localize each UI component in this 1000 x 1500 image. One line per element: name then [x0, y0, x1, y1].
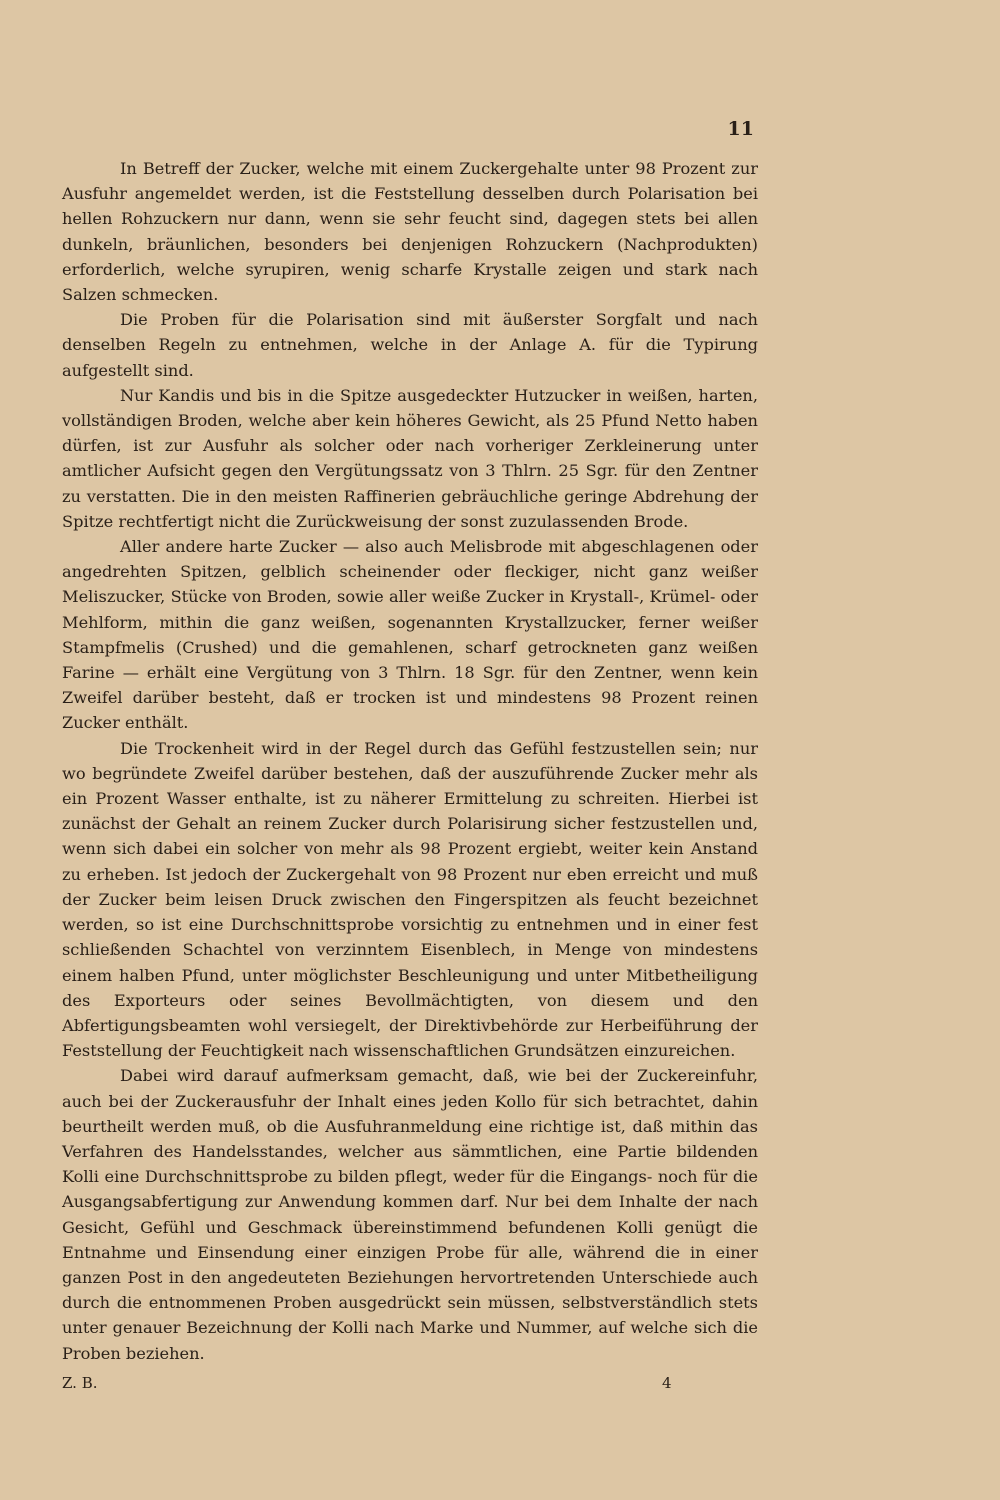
- paragraph: In Betreff der Zucker, welche mit einem Zuckergehalte unter 98 Prozent zur Ausfuhr angemeldet werden, ist die Feststellung desselben durch Polarisation bei hellen Rohzuckern nur dann, wenn sie sehr feucht sind, dagegen stets bei allen dunkeln, bräunlichen, besonders bei denjenigen Rohzuckern (Nachprodukten) erforderlich, welche syrupiren, wenig scharfe Krystalle zeigen und stark nach Salzen schmecken.: [62, 159, 758, 305]
- sheet-number: 4: [662, 1374, 672, 1392]
- paragraph: Aller andere harte Zucker — also auch Melisbrode mit abgeschlagenen oder angedrehten Spitzen, gelblich scheinender oder fleckiger, nicht ganz weißer Meliszucker, Stücke von Broden, sowie aller weiße Zucker in Krystall-, Krümel- oder Mehlform, mithin die ganz weißen, sogenannten Krystallzucker, ferner weißer Stampfmelis (Crushed) und die gemahlenen, scharf getrockneten ganz weißen Farine — erhält eine Vergütung von 3 Thlrn. 18 Sgr. für den Zentner, wenn kein Zweifel darüber besteht, daß er trocken ist und mindestens 98 Prozent reinen Zucker enthält.: [62, 537, 758, 733]
- page-number: 11: [727, 118, 754, 140]
- page-footer: [62, 1374, 758, 1398]
- paragraph: Nur Kandis und bis in die Spitze ausgedeckter Hutzucker in weißen, harten, vollständigen Broden, welche aber kein höheres Gewicht, als 25 Pfund Netto haben dürfen, ist zur Ausfuhr als solcher oder nach vorheriger Zerkleinerung unter amtlicher Aufsicht gegen den Vergütungssatz von 3 Thlrn. 25 Sgr. für den Zentner zu verstatten. Die in den meisten Raffinerien gebräuchliche geringe Abdrehung der Spitze rechtfertigt nicht die Zurückweisung der sonst zuzulassenden Brode.: [62, 385, 758, 531]
- signature-mark: Z. B.: [62, 1374, 98, 1392]
- paragraph: Dabei wird darauf aufmerksam gemacht, daß, wie bei der Zuckereinfuhr, auch bei der Zuckerausfuhr der Inhalt eines jeden Kollo für sich betrachtet, dahin beurtheilt werden muß, ob die Ausfuhranmeldung eine richtige ist, daß mithin das Verfahren des Handelsstandes, welcher aus sämmtlichen, eine Partie bildenden Kolli eine Durchschnittsprobe zu bilden pflegt, weder für die Eingangs- noch für die Ausgangsabfertigung zur Anwendung kommen darf. Nur bei dem Inhalte der nach Gesicht, Gefühl und Geschmack übereinstimmend befundenen Kolli genügt die Entnahme und Einsendung einer einzigen Probe für alle, während die in einer ganzen Post in den angedeuteten Beziehungen hervortretenden Unterschiede auch durch die entnommenen Proben ausgedrückt sein müssen, selbstverständlich stets unter genauer Bezeichnung der Kolli nach Marke und Nummer, auf welche sich die Proben beziehen.: [62, 1066, 758, 1363]
- paragraph: Die Proben für die Polarisation sind mit äußerster Sorgfalt und nach denselben Regeln zu entnehmen, welche in der Anlage A. für die Typirung aufgestellt sind.: [62, 310, 758, 380]
- paragraph: Die Trockenheit wird in der Regel durch das Gefühl festzustellen sein; nur wo begründete Zweifel darüber bestehen, daß der auszuführende Zucker mehr als ein Prozent Wasser enthalte, ist zu näherer Ermittelung zu schreiten. Hierbei ist zunächst der Gehalt an reinem Zucker durch Polarisirung sicher festzustellen und, wenn sich dabei ein solcher von mehr als 98 Prozent ergiebt, weiter kein Anstand zu erheben. Ist jedoch der Zuckergehalt von 98 Prozent nur eben erreicht und muß der Zucker beim leisen Druck zwischen den Fingerspitzen als feucht bezeichnet werden, so ist eine Durchschnittsprobe vorsichtig zu entnehmen und in einer fest schließenden Schachtel von verzinntem Eisenblech, in Menge von mindestens einem halben Pfund, unter möglichster Beschleunigung und unter Mitbetheiligung des Exporteurs oder seines Bevollmächtigten, von diesem und den Abfertigungsbeamten wohl versiegelt, der Direktivbehörde zur Herbeiführung der Feststellung der Feuchtigkeit nach wissenschaftlichen Grundsätzen einzureichen.: [62, 738, 758, 1061]
- body-text: [62, 156, 758, 1366]
